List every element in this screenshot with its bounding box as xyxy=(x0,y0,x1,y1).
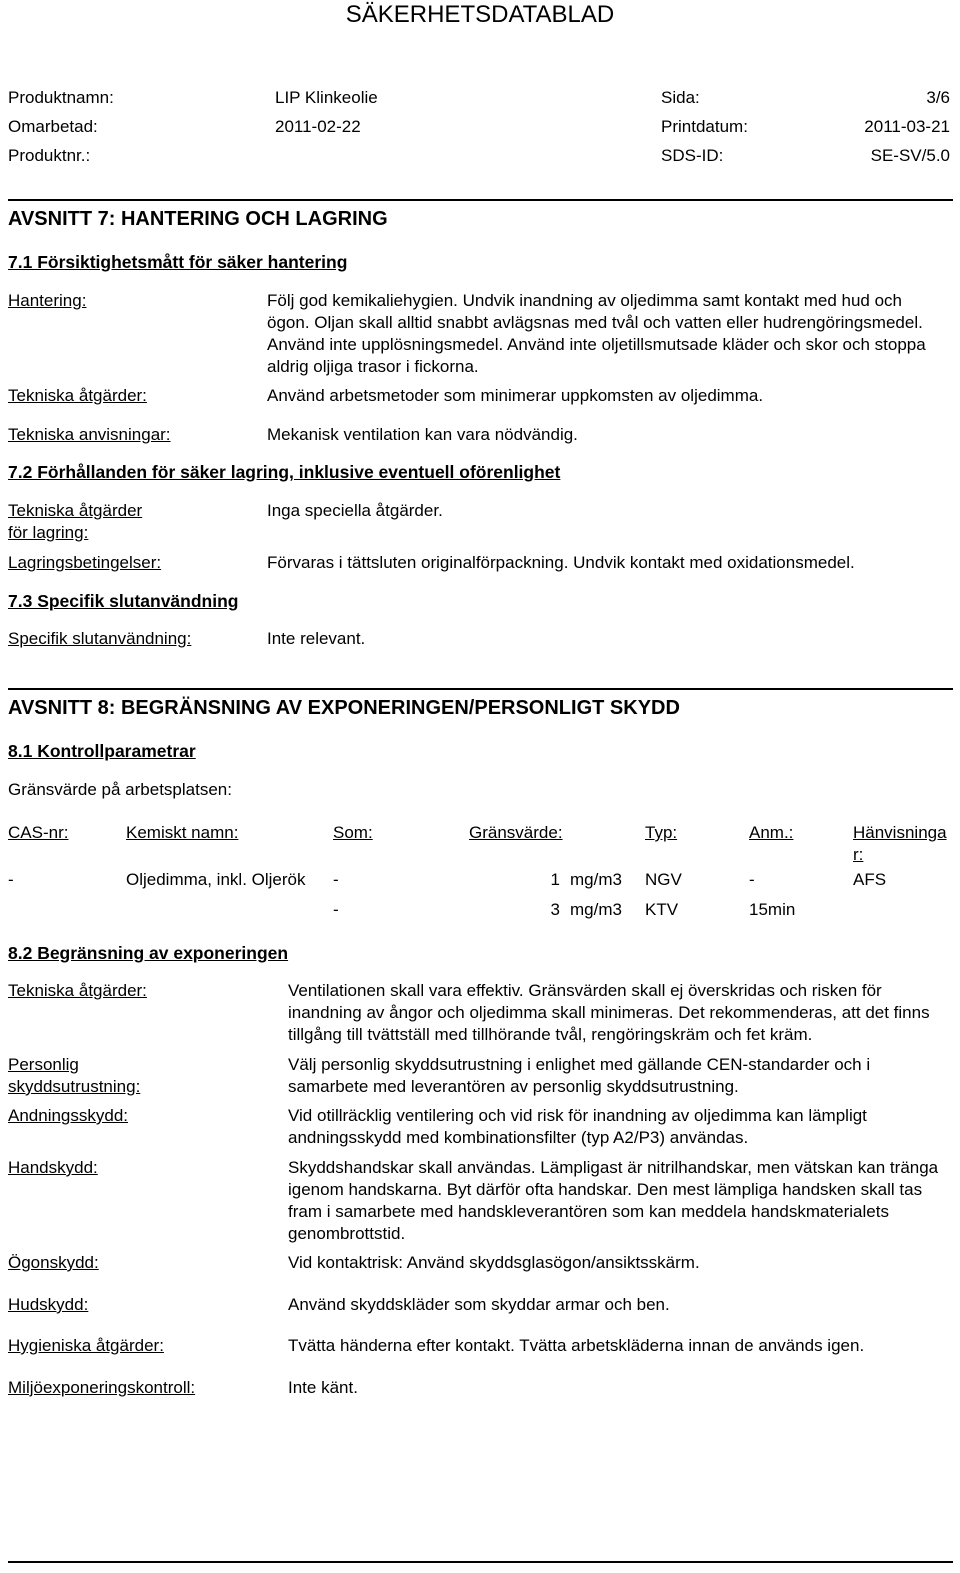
respiratory-label: Andningsskydd: xyxy=(8,1106,129,1125)
section-divider xyxy=(8,688,953,690)
specific-use-label: Specifik slutanvändning: xyxy=(8,629,192,648)
section82-heading: 8.2 Begränsning av exponeringen xyxy=(8,943,289,963)
cell-reference: AFS xyxy=(853,870,887,889)
header-as: Som: xyxy=(333,823,373,842)
section-divider xyxy=(8,199,953,201)
header-reference: Hänvisninga r: xyxy=(853,823,947,864)
limit-intro: Gränsvärde på arbetsplatsen: xyxy=(8,780,232,799)
hygiene-text: Tvätta händerna efter kontakt. Tvätta arbetskläderna innan de används igen. xyxy=(288,1336,865,1355)
cell-as: - xyxy=(333,900,339,919)
page-value: 3/6 xyxy=(926,88,950,107)
tech-instructions-text: Mekanisk ventilation kan vara nödvändig. xyxy=(267,425,578,444)
product-name-value: LIP Klinkeolie xyxy=(275,88,378,107)
sds-id-value: SE-SV/5.0 xyxy=(870,146,950,165)
cell-limit-value: 3 xyxy=(550,900,560,919)
document-title: SÄKERHETSDATABLAD xyxy=(345,1,615,28)
cell-note: 15min xyxy=(749,900,796,919)
storage-conditions-label: Lagringsbetingelser: xyxy=(8,553,162,572)
hand-protection-text: Skyddshandskar skall användas. Lämpligast är nitrilhandskar, men vätskan kan tränga igenom handskarna. Byt därför ofta handskar. Den mest lämpliga handsken skall tas fram i samarbete med handskleverantören som kan meddela handskmaterialets genombrottstid. xyxy=(288,1158,939,1243)
section71-heading: 7.1 Försiktighetsmått för säker hantering xyxy=(8,252,348,272)
product-number-label: Produktnr.: xyxy=(8,146,91,165)
print-date-label: Printdatum: xyxy=(661,117,748,136)
eye-protection-text: Vid kontaktrisk: Använd skyddsglasögon/ansiktsskärm. xyxy=(288,1253,700,1272)
sds-id-label: SDS-ID: xyxy=(661,146,724,165)
skin-protection-text: Använd skyddskläder som skyddar armar och ben. xyxy=(288,1295,670,1314)
skin-protection-label: Hudskydd: xyxy=(8,1295,89,1314)
tech-label: Tekniska åtgärder: xyxy=(8,981,147,1000)
tech-instructions-label: Tekniska anvisningar: xyxy=(8,425,171,444)
section72-heading: 7.2 Förhållanden för säker lagring, inklusive eventuell oförenlighet xyxy=(8,462,561,482)
header-type: Typ: xyxy=(645,823,678,842)
section8-heading: AVSNITT 8: BEGRÄNSNING AV EXPONERINGEN/PERSONLIGT SKYDD xyxy=(8,697,680,719)
cell-note: - xyxy=(749,870,755,889)
environmental-control-text: Inte känt. xyxy=(288,1378,358,1397)
cell-as: - xyxy=(333,870,339,889)
storage-conditions-text: Förvaras i tättsluten originalförpackning. Undvik kontakt med oxidationsmedel. xyxy=(267,553,855,572)
handling-text: Följ god kemikaliehygien. Undvik inandning av oljedimma samt kontakt med hud och ögon. Oljan skall alltid snabbt avlägsnas med tvål och vatten eller hudrengöringsmedel. Använd inte upplösningsmedel. Använd inte oljetillsmutsade kläder och skor och stoppa aldrig oljiga trasor i fickorna. xyxy=(267,291,926,376)
storage-measures-label-line1: Tekniska åtgärder xyxy=(8,501,143,520)
eye-protection-label: Ögonskydd: xyxy=(8,1253,99,1272)
section73-heading: 7.3 Specifik slutanvändning xyxy=(8,591,239,611)
cell-limit-unit: mg/m3 xyxy=(570,870,622,889)
cell-limit-unit: mg/m3 xyxy=(570,900,622,919)
storage-measures-label-line2: för lagring: xyxy=(8,523,89,542)
revised-value: 2011-02-22 xyxy=(275,117,361,136)
section81-heading: 8.1 Kontrollparametrar xyxy=(8,741,196,761)
product-name-label: Produktnamn: xyxy=(8,88,114,107)
header-limit: Gränsvärde: xyxy=(469,823,563,842)
page-label: Sida: xyxy=(661,88,700,107)
cell-cas: - xyxy=(8,870,14,889)
footer-divider xyxy=(8,1561,953,1563)
ppe-label-line1: Personlig xyxy=(8,1055,79,1074)
cell-type: NGV xyxy=(645,870,682,889)
header-cas: CAS-nr: xyxy=(8,823,69,842)
environmental-control-label: Miljöexponeringskontroll: xyxy=(8,1378,196,1397)
ppe-text: Välj personlig skyddsutrustning i enlighet med gällande CEN-standarder och i samarbete med leverantören av personlig skyddsutrustning. xyxy=(288,1055,871,1096)
header-note: Anm.: xyxy=(749,823,794,842)
ppe-label-line2: skyddsutrustning: xyxy=(8,1077,141,1096)
cell-chemical-name: Oljedimma, inkl. Oljerök xyxy=(126,870,306,889)
storage-measures-text: Inga speciella åtgärder. xyxy=(267,501,443,520)
header-chemical-name: Kemiskt namn: xyxy=(126,823,239,842)
specific-use-text: Inte relevant. xyxy=(267,629,366,648)
hand-protection-label: Handskydd: xyxy=(8,1158,98,1177)
handling-label: Hantering: xyxy=(8,291,87,310)
hygiene-label: Hygieniska åtgärder: xyxy=(8,1336,164,1355)
print-date-value: 2011-03-21 xyxy=(864,117,950,136)
cell-limit-value: 1 xyxy=(550,870,560,889)
tech-text: Ventilationen skall vara effektiv. Gränsvärden skall ej överskridas och risken för inandning av ångor och oljedimma skall minimeras. Det rekommenderas, att det finns tillgång till tvättställ med tillhörande tvål, rengöringskräm och fet kräm. xyxy=(288,981,930,1044)
cell-type: KTV xyxy=(645,900,679,919)
tech-measures-text: Använd arbetsmetoder som minimerar uppkomsten av oljedimma. xyxy=(267,386,764,405)
section7-heading: AVSNITT 7: HANTERING OCH LAGRING xyxy=(8,208,388,230)
revised-label: Omarbetad: xyxy=(8,117,98,136)
respiratory-text: Vid otillräcklig ventilering och vid risk för inandning av oljedimma kan lämpligt andningsskydd med kombinationsfilter (typ A2/P3) användas. xyxy=(288,1106,867,1147)
tech-measures-label: Tekniska åtgärder: xyxy=(8,386,147,405)
